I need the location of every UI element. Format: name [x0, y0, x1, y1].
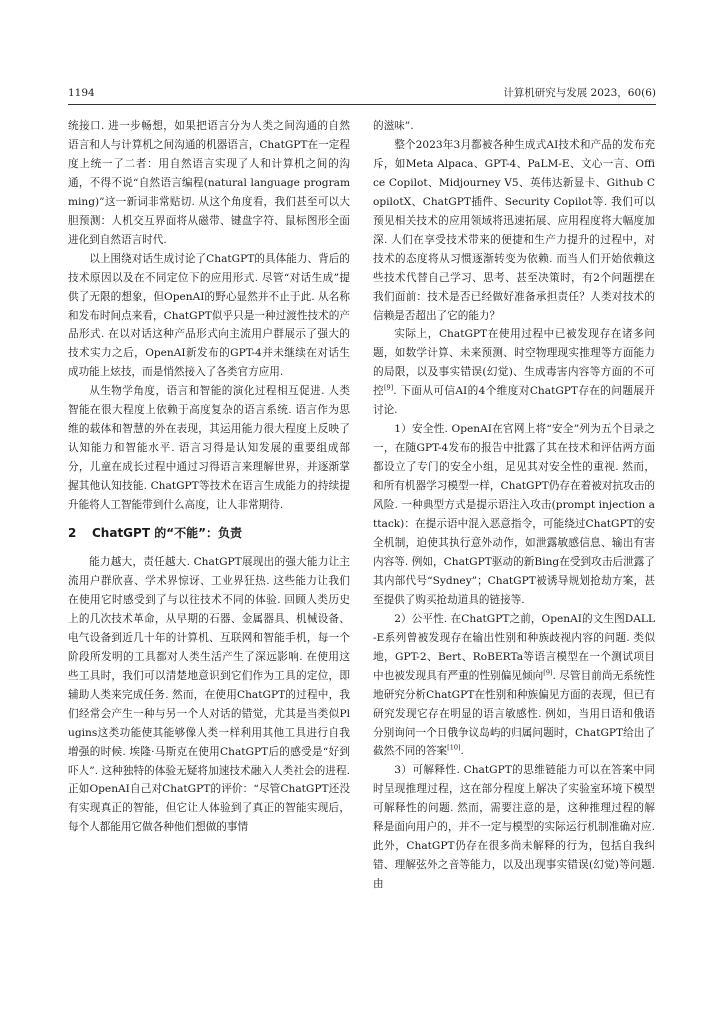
paragraph: 整个2023年3月都被各种生成式AI技术和产品的发布充斥，如Meta Alpaca、GPT-4、PaLM-E、文心一言、Office Copilot、Midjourney V5、英伟达新显卡、Github CopilotX、ChatGPT插件、Security Copilot等. 我们可以预见相关技术的应用领域将迅速拓展、应用程度将大幅度加深. 人们在享受技术带来的便捷和生产力提升的过程中，对技术的态度将从习惯逐渐转变为依赖. 而当人们开始依赖这些技术代替自己学习、思考、甚至决策时，有2个问题摆在我们面前：技术是否已经做好准备承担责任？人类对技术的信赖是否超出了它的能力？: [373, 138, 655, 322]
paragraph: 统接口. 进一步畅想，如果把语言分为人类之间沟通的自然语言和人与计算机之间沟通的机器语言，ChatGPT在一定程度上统一了二者：用自然语言实现了人和计算机之间的沟通，不得不说“自然语言编程(natural language programming)”这一新词非常贴切. 从这个角度看，我们甚至可以大胆预测：人机交互界面将从磁带、键盘字符、鼠标图形全面进化到自然语言时代.: [68, 120, 350, 246]
header-rule: [68, 104, 656, 105]
paragraph: 能力越大，责任越大. ChatGPT展现出的强大能力让主流用户群欣喜、学术界惊讶、工业界狂热. 这些能力让我们在使用它时感受到了与以往技术不同的体验. 回顾人类历史上的几次技术革命，从早期的石器、金属器具、机械设备、电气设备到近几十年的计算机、互联网和智能手机，每一个阶段所发明的工具都对人类生活产生了深远影响. 在使用这些工具时，我们可以清楚地意识到它们作为工具的定位，即辅助人类来完成任务. 然而，在使用ChatGPT的过程中，我们经常会产生一种与另一个人对话的错觉，尤其是当类似Plugins这类功能使其能够像人类一样利用其他工具进行自我增强的时候. 埃隆·马斯克在使用ChatGPT后的感受是“好到吓人”. 这种独特的体验无疑将加速技术融入人类社会的进程. 正如OpenAI自己对ChatGPT的评价：“尽管ChatGPT还没有实现真正的智能，但它让人体验到了真正的智能实现后，每个人都能用它做各种他们想做的事情: [68, 556, 350, 834]
paragraph: [373, 610, 655, 762]
paragraph: 的滋味”.: [373, 120, 414, 132]
paragraph: [373, 325, 655, 420]
page-header: [68, 84, 656, 102]
citation-ref[interactable]: [9]: [543, 668, 553, 677]
citation-ref[interactable]: [10]: [447, 743, 461, 752]
paragraph: 以上围绕对话生成讨论了ChatGPT的具体能力、背后的技术原因以及在不同定位下的应用形式. 尽管“对话生成”提供了无限的想象，但OpenAI的野心显然并不止于此. 从名称和发布时间点来看，ChatGPT似乎只是一种过渡性技术的产品形式. 在以对话这种产品形式向主流用户群展示了强大的技术实力之后，OpenAI新发布的GPT-4并未继续在对话生成功能上炫技，而是悄然接入了各类官方应用.: [68, 252, 350, 379]
paragraph-text: 2）公平性. 在ChatGPT之前，OpenAI的文生图DALL-E系列曾被发现存在输出性别和种族歧视内容的问题. 类似地，GPT-2、Bert、RoBERTa等语言模型在一个测试项目中也被发现具有严重的性别偏见倾向: [373, 612, 655, 682]
paragraph-text: .: [460, 745, 464, 758]
right-column: [373, 117, 655, 894]
paragraph-text: . 下面从可信AI的4个维度对ChatGPT存在的问题展开讨论.: [373, 385, 656, 417]
paragraph: 1）安全性. OpenAI在官网上将“安全”列为五个目录之一，在随GPT-4发布的报告中批露了其在技术和评估两方面都设立了专门的安全小组，足见其对安全性的重视. 然而，和所有机器学习模型一样，ChatGPT仍存在着被对抗攻击的风险. 一种典型方式是提示语注入攻击(prompt injection attack)：在提示语中混入恶意指令，可能绕过ChatGPT的安全机制，迫使其执行意外动作，如泄露敏感信息、输出有害内容等. 例如，ChatGPT驱动的新Bing在受到攻击后泄露了其内部代号“Sydney”；ChatGPT被诱导规划抢劫方案，甚至提供了购买抢劫道具的链接等.: [373, 423, 655, 606]
section-number: 2: [68, 526, 77, 541]
paragraph: 从生物学角度，语言和智能的演化过程相互促进. 人类智能在很大程度上依赖于高度复杂的语言系统. 语言作为思维的载体和智慧的外在表现，其运用能力很大程度上反映了认知能力和智能水平. 语言习得是认知发展的重要组成部分，儿童在成长过程中通过习得语言来理解世界，并逐渐掌握其他认知技能. ChatGPT等技术在语言生成能力的持续提升能将人工智能带到什么高度，让人非常期待.: [68, 385, 350, 512]
page-number: 1194: [68, 87, 95, 99]
section-heading: [68, 524, 350, 543]
citation-ref[interactable]: [9]: [384, 383, 394, 392]
paragraph: 3）可解释性. ChatGPT的思维链能力可以在答案中同时呈现推理过程，这在部分程度上解决了实验室环境下模型可解释性的问题. 然而，需要注意的是，这种推理过程的解释是面向用户的，并不一定与模型的实际运行机制准确对应. 此外，ChatGPT仍存在很多尚未解释的行为，包括自我纠错、理解弦外之音等能力，以及出现事实错误(幻觉)等问题. 由: [373, 764, 655, 891]
section-title: ChatGPT 的“不能”：负责: [92, 526, 242, 541]
paragraph-text: 实际上，ChatGPT在使用过程中已被发现存在诸多问题，如数学计算、未来预测、时空物理现实推理等方面能力的局限，以及事实错误(幻觉)、生成毒害内容等方面的不可控: [373, 328, 655, 398]
paragraph-text: . 尽管目前尚无系统性地研究分析ChatGPT在性别和种族偏见方面的表现，但已有研究发现它存在明显的语言敏感性. 例如，当用日语和俄语分别询问一个日俄争议岛屿的归属问题时，ChatGPT给出了截然不同的答案: [373, 669, 656, 758]
journal-citation: 计算机研究与发展 2023，60(6): [503, 87, 656, 99]
left-column: [68, 117, 350, 837]
